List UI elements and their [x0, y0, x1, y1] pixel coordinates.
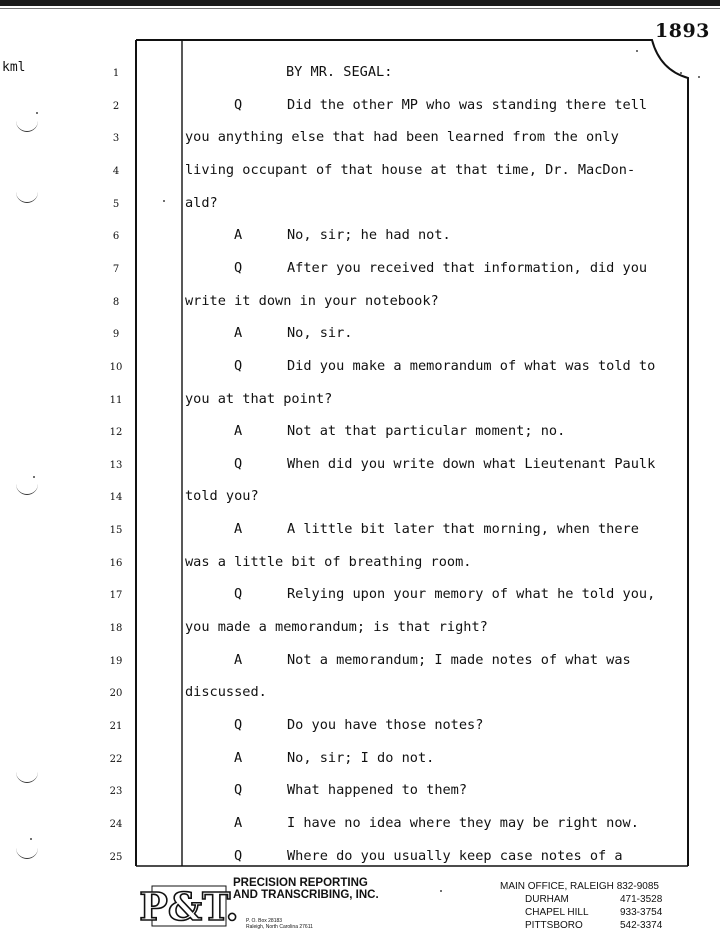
speaker-label: A — [234, 651, 243, 668]
line-number: 24 — [109, 818, 123, 830]
line-number: 16 — [109, 557, 123, 569]
line-number: 7 — [112, 263, 120, 275]
line-number: 5 — [112, 198, 120, 210]
transcript-line-text: Do you have those notes? — [287, 717, 484, 733]
company-name-line-1: PRECISION REPORTING — [233, 877, 368, 889]
company-address — [246, 918, 313, 930]
transcript-line-text: Did you make a memorandum of what was told to — [287, 357, 656, 374]
office-label: DURHAM — [525, 894, 569, 905]
transcript-line-text: discussed. — [185, 684, 267, 701]
transcript-line-text: Did the other MP who was standing there tell — [287, 96, 648, 113]
address-line-2: Raleigh, North Carolina 27611 — [246, 924, 313, 930]
logo-mark: P&T. — [139, 884, 239, 929]
line-number: 2 — [112, 100, 120, 112]
office-chapel-hill — [500, 906, 662, 919]
office-phone: 542-3374 — [620, 920, 663, 931]
line-number: 20 — [109, 688, 123, 700]
speaker-label: A — [234, 749, 243, 766]
transcript-line-text: you anything else that had been learned from the only — [185, 129, 619, 146]
address-line-1: P. O. Box 28183 — [246, 918, 283, 924]
office-label: PITTSBORO — [525, 920, 583, 931]
office-phone: 471-3528 — [620, 894, 663, 905]
transcript-line-text: What happened to them? — [287, 782, 468, 799]
line-number: 25 — [109, 851, 123, 863]
line-number: 19 — [109, 655, 123, 667]
office-label: CHAPEL HILL — [525, 907, 589, 918]
transcript-line-text: No, sir. — [287, 325, 353, 342]
line-number: 8 — [112, 296, 120, 308]
speaker-label: Q — [234, 782, 243, 799]
transcript-line-text: living occupant of that house at that time, Dr. MacDon- — [185, 161, 636, 178]
speaker-label: A — [234, 814, 243, 831]
line-number: 21 — [109, 721, 123, 732]
speaker-label: A — [234, 521, 243, 538]
speaker-label: Q — [234, 586, 243, 603]
page-number: 1893 — [655, 20, 710, 42]
transcript-line-text: Relying upon your memory of what he told you, — [287, 586, 656, 603]
examination-heading: BY MR. SEGAL: — [286, 64, 393, 80]
line-number: 14 — [109, 492, 123, 504]
line-number: 1 — [112, 68, 120, 79]
transcript-line-text: Not a memorandum; I made notes of what was — [287, 651, 631, 668]
line-number: 13 — [109, 459, 123, 471]
line-number: 15 — [109, 525, 123, 537]
line-number: 18 — [109, 623, 123, 635]
speaker-label: Q — [234, 455, 243, 472]
speaker-label: Q — [234, 357, 243, 374]
line-number: 22 — [109, 753, 123, 765]
transcript-line-text: was a little bit of breathing room. — [185, 553, 472, 570]
speaker-label: Q — [234, 717, 243, 733]
transcript-line-text: I have no idea where they may be right now. — [287, 814, 639, 831]
office-main — [500, 880, 662, 893]
company-logo — [139, 880, 239, 930]
transcript-line-text: you made a memorandum; is that right? — [185, 619, 488, 636]
transcript-line-text: After you received that information, did you — [287, 259, 648, 276]
speaker-label: Q — [234, 847, 243, 864]
transcript-line-text: When did you write down what Lieutenant Paulk — [287, 455, 656, 472]
transcript-line-text: you at that point? — [185, 390, 333, 407]
speaker-label: A — [234, 423, 243, 440]
transcript-line-text: A little bit later that morning, when there — [287, 521, 639, 538]
office-pittsboro — [500, 919, 662, 932]
office-phone: 933-3754 — [620, 907, 663, 918]
speaker-label: Q — [234, 96, 243, 113]
line-number: 3 — [112, 133, 120, 145]
transcript-line-text: write it down in your notebook? — [185, 292, 439, 309]
office-phone-list — [500, 880, 662, 932]
line-number: 12 — [109, 427, 123, 439]
line-number: 4 — [112, 165, 120, 177]
speaker-label: A — [234, 325, 243, 342]
transcript-line-text: told you? — [185, 488, 259, 505]
transcript-line-text: ald? — [185, 194, 218, 211]
transcript-line-text: No, sir; I do not. — [287, 749, 435, 766]
company-name-line-2: AND TRANSCRIBING, INC. — [233, 889, 379, 901]
transcript-line-text: Where do you usually keep case notes of a — [287, 847, 623, 864]
line-number: 6 — [112, 231, 120, 243]
company-name — [233, 877, 379, 901]
transcript-line-text: Not at that particular moment; no. — [287, 423, 566, 440]
transcript-line-text: No, sir; he had not. — [287, 227, 451, 244]
speaker-label: Q — [234, 259, 243, 276]
line-number: 17 — [109, 590, 123, 602]
line-number: 11 — [109, 394, 123, 406]
line-number: 9 — [112, 329, 120, 341]
office-label: MAIN OFFICE, RALEIGH — [500, 881, 614, 892]
speaker-label: A — [234, 227, 243, 244]
line-number: 23 — [109, 786, 123, 798]
office-phone: 832-9085 — [616, 881, 659, 892]
office-durham — [500, 893, 662, 906]
operator-initials: kml — [2, 60, 26, 75]
line-number: 10 — [109, 361, 123, 373]
